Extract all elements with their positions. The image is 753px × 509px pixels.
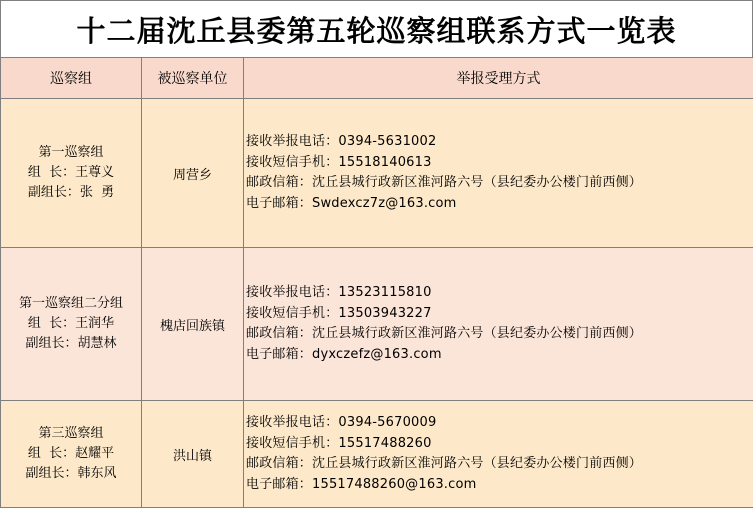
group-leader: 组 长：王尊义: [27, 165, 115, 180]
contact-cell: [244, 248, 753, 401]
postal-box: 邮政信箱：沈丘县城行政新区淮河路六号（县纪委办公楼门前西侧）: [246, 456, 643, 471]
report-phone: 接收举报电话：0394-5631002: [246, 134, 437, 149]
group-deputy: 副组长：韩东风: [25, 466, 117, 481]
group-leader: 组 长：王润华: [27, 316, 115, 331]
group-deputy: 副组长：张 勇: [27, 185, 115, 200]
email: 电子邮箱：Swdexcz7z@163.com: [246, 195, 457, 211]
contact-cell: [244, 99, 753, 248]
table-row: [1, 99, 753, 248]
group-cell: [1, 99, 142, 248]
sms-phone: 接收短信手机：13503943227: [246, 305, 432, 321]
page-title: 十二届沈丘县委第五轮巡察组联系方式一览表: [0, 0, 753, 57]
contact-table: [0, 57, 753, 508]
postal-box: 邮政信箱：沈丘县城行政新区淮河路六号（县纪委办公楼门前西侧）: [246, 175, 643, 190]
email: 电子邮箱：dyxczefz@163.com: [246, 346, 442, 362]
email: 电子邮箱：15517488260@163.com: [246, 476, 477, 492]
header-group: 巡察组: [1, 58, 142, 99]
contact-cell: [244, 401, 753, 508]
group-leader: 组 长：赵耀平: [27, 446, 115, 461]
group-name: 第一巡察组二分组: [18, 296, 123, 311]
unit-cell: 洪山镇: [142, 401, 244, 508]
group-cell: [1, 401, 142, 508]
sms-phone: 接收短信手机：15517488260: [246, 435, 432, 451]
header-unit: 被巡察单位: [142, 58, 244, 99]
group-deputy: 副组长：胡慧林: [25, 336, 117, 351]
group-name: 第三巡察组: [38, 426, 104, 441]
table-row: [1, 401, 753, 508]
table-header-row: [1, 58, 753, 99]
unit-cell: 周营乡: [142, 99, 244, 248]
report-phone: 接收举报电话：13523115810: [246, 285, 432, 300]
group-name: 第一巡察组: [38, 145, 104, 160]
header-contact: 举报受理方式: [244, 58, 753, 99]
postal-box: 邮政信箱：沈丘县城行政新区淮河路六号（县纪委办公楼门前西侧）: [246, 326, 643, 341]
table-row: [1, 248, 753, 401]
sms-phone: 接收短信手机：15518140613: [246, 154, 432, 170]
unit-cell: 槐店回族镇: [142, 248, 244, 401]
group-cell: [1, 248, 142, 401]
report-phone: 接收举报电话：0394-5670009: [246, 415, 437, 430]
